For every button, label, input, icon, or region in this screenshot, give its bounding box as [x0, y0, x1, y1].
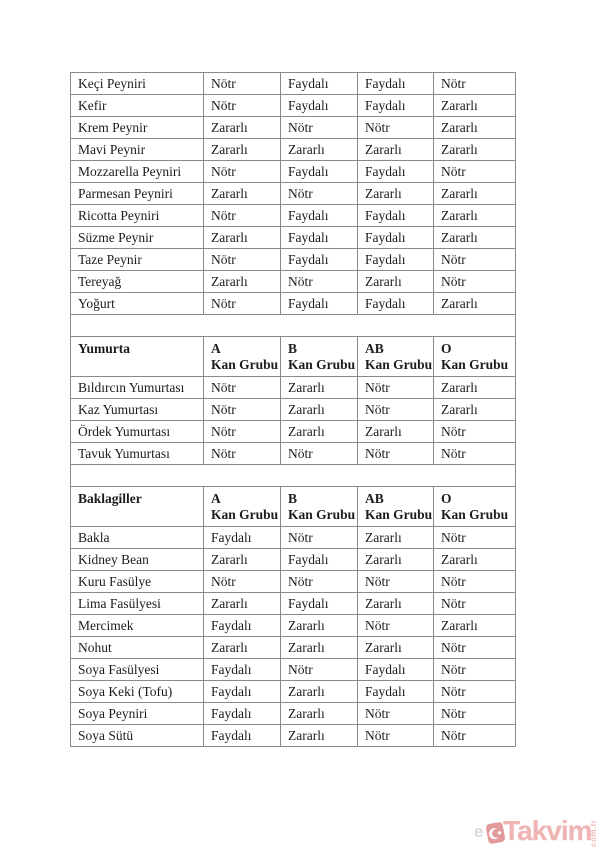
blood-group-letter: AB: [365, 491, 384, 506]
food-name-cell: Kaz Yumurtası: [71, 399, 204, 421]
food-name-cell: Soya Peyniri: [71, 703, 204, 725]
compatibility-value-cell: Nötr: [281, 183, 358, 205]
compatibility-value-cell: Zararlı: [281, 725, 358, 747]
food-name-cell: Kefir: [71, 95, 204, 117]
food-name-cell: Yoğurt: [71, 293, 204, 315]
compatibility-value-cell: Nötr: [358, 443, 434, 465]
blood-group-letter: B: [288, 341, 298, 356]
table-row: [71, 549, 516, 571]
compatibility-value-cell: Nötr: [204, 399, 281, 421]
compatibility-value-cell: Nötr: [204, 377, 281, 399]
compatibility-value-cell: Nötr: [204, 73, 281, 95]
table-row: [71, 377, 516, 399]
food-name-cell: Soya Sütü: [71, 725, 204, 747]
food-name-cell: Bakla: [71, 527, 204, 549]
table-row: [71, 183, 516, 205]
food-name-cell: Lima Fasülyesi: [71, 593, 204, 615]
compatibility-value-cell: Faydalı: [281, 227, 358, 249]
compatibility-value-cell: Zararlı: [434, 549, 516, 571]
food-name-cell: Süzme Peynir: [71, 227, 204, 249]
section-title-cell: Baklagiller: [71, 487, 204, 527]
compatibility-value-cell: Faydalı: [204, 615, 281, 637]
section-spacer-row: [71, 465, 516, 487]
compatibility-value-cell: Faydalı: [358, 293, 434, 315]
compatibility-value-cell: Faydalı: [204, 725, 281, 747]
blood-group-letter: AB: [365, 341, 384, 356]
compatibility-value-cell: Zararlı: [281, 377, 358, 399]
table-row: [71, 703, 516, 725]
compatibility-value-cell: Nötr: [358, 377, 434, 399]
compatibility-value-cell: Faydalı: [358, 659, 434, 681]
food-name-cell: Parmesan Peyniri: [71, 183, 204, 205]
compatibility-value-cell: Nötr: [358, 117, 434, 139]
table-row: [71, 681, 516, 703]
compatibility-value-cell: Nötr: [434, 703, 516, 725]
compatibility-value-cell: Nötr: [204, 205, 281, 227]
compatibility-value-cell: Zararlı: [358, 527, 434, 549]
blood-group-header-cell: [204, 487, 281, 527]
table-row: [71, 227, 516, 249]
compatibility-value-cell: Zararlı: [358, 183, 434, 205]
section-title-cell: Yumurta: [71, 337, 204, 377]
compatibility-value-cell: Faydalı: [281, 249, 358, 271]
compatibility-value-cell: Nötr: [204, 421, 281, 443]
compatibility-value-cell: Nötr: [281, 443, 358, 465]
compatibility-value-cell: Nötr: [434, 421, 516, 443]
table-row: [71, 443, 516, 465]
compatibility-value-cell: Nötr: [281, 117, 358, 139]
section-header-row: [71, 487, 516, 527]
food-name-cell: Taze Peynir: [71, 249, 204, 271]
takvim-watermark: [474, 814, 598, 848]
compatibility-value-cell: Nötr: [434, 725, 516, 747]
table-row: [71, 593, 516, 615]
food-name-cell: Bıldırcın Yumurtası: [71, 377, 204, 399]
compatibility-value-cell: Nötr: [204, 161, 281, 183]
compatibility-value-cell: Faydalı: [281, 549, 358, 571]
table-row: [71, 637, 516, 659]
blood-group-header-cell: [358, 337, 434, 377]
compatibility-value-cell: Zararlı: [204, 637, 281, 659]
blood-group-header-cell: [358, 487, 434, 527]
compatibility-value-cell: Zararlı: [204, 117, 281, 139]
compatibility-value-cell: Faydalı: [358, 95, 434, 117]
blood-group-header-cell: [281, 487, 358, 527]
compatibility-value-cell: Faydalı: [281, 95, 358, 117]
compatibility-value-cell: Faydalı: [358, 227, 434, 249]
blood-group-letter: B: [288, 491, 298, 506]
blood-group-letter: O: [441, 341, 452, 356]
table-row: [71, 615, 516, 637]
compatibility-value-cell: Nötr: [281, 659, 358, 681]
section-spacer-row: [71, 315, 516, 337]
compatibility-value-cell: Nötr: [434, 659, 516, 681]
compatibility-value-cell: Zararlı: [434, 183, 516, 205]
compatibility-value-cell: Zararlı: [204, 549, 281, 571]
compatibility-value-cell: Faydalı: [281, 293, 358, 315]
table-row: [71, 271, 516, 293]
blood-group-label: Kan Grubu: [211, 507, 279, 522]
food-name-cell: Soya Fasülyesi: [71, 659, 204, 681]
food-name-cell: Tereyağ: [71, 271, 204, 293]
food-name-cell: Ricotta Peyniri: [71, 205, 204, 227]
compatibility-value-cell: Nötr: [204, 249, 281, 271]
food-table-body: [71, 73, 516, 747]
compatibility-value-cell: Zararlı: [434, 117, 516, 139]
table-row: [71, 161, 516, 183]
food-name-cell: Mavi Peynir: [71, 139, 204, 161]
compatibility-value-cell: Nötr: [434, 681, 516, 703]
compatibility-value-cell: Faydalı: [281, 161, 358, 183]
blood-group-label: Kan Grubu: [365, 507, 433, 522]
table-row: [71, 527, 516, 549]
compatibility-value-cell: Zararlı: [358, 271, 434, 293]
table-row: [71, 293, 516, 315]
blood-group-label: Kan Grubu: [211, 357, 279, 372]
compatibility-value-cell: Zararlı: [358, 549, 434, 571]
blood-group-label: Kan Grubu: [365, 357, 433, 372]
compatibility-value-cell: Nötr: [434, 443, 516, 465]
compatibility-value-cell: Faydalı: [358, 249, 434, 271]
food-name-cell: Tavuk Yumurtası: [71, 443, 204, 465]
compatibility-value-cell: Zararlı: [434, 615, 516, 637]
compatibility-value-cell: Faydalı: [358, 73, 434, 95]
compatibility-value-cell: Faydalı: [204, 681, 281, 703]
table-row: [71, 725, 516, 747]
blood-group-header-cell: [434, 487, 516, 527]
blood-group-header-cell: [434, 337, 516, 377]
compatibility-value-cell: Nötr: [358, 571, 434, 593]
compatibility-value-cell: Nötr: [434, 271, 516, 293]
food-name-cell: Kidney Bean: [71, 549, 204, 571]
table-row: [71, 659, 516, 681]
compatibility-value-cell: Zararlı: [434, 399, 516, 421]
watermark-brand-text: Takvim: [503, 815, 592, 846]
compatibility-value-cell: Nötr: [434, 593, 516, 615]
compatibility-value-cell: Zararlı: [434, 205, 516, 227]
compatibility-value-cell: Zararlı: [281, 399, 358, 421]
compatibility-value-cell: Zararlı: [281, 421, 358, 443]
section-header-row: [71, 337, 516, 377]
food-name-cell: Kuru Fasülye: [71, 571, 204, 593]
food-name-cell: Mozzarella Peyniri: [71, 161, 204, 183]
table-row: [71, 421, 516, 443]
food-name-cell: Keçi Peyniri: [71, 73, 204, 95]
compatibility-value-cell: Nötr: [204, 571, 281, 593]
compatibility-value-cell: Zararlı: [204, 183, 281, 205]
blood-group-letter: A: [211, 341, 221, 356]
watermark-faint-mark: e: [474, 822, 484, 841]
food-name-cell: Nohut: [71, 637, 204, 659]
compatibility-value-cell: Nötr: [434, 637, 516, 659]
compatibility-value-cell: Nötr: [204, 293, 281, 315]
compatibility-value-cell: Nötr: [434, 161, 516, 183]
compatibility-value-cell: Nötr: [434, 571, 516, 593]
compatibility-value-cell: Faydalı: [281, 593, 358, 615]
food-name-cell: Ördek Yumurtası: [71, 421, 204, 443]
blood-group-label: Kan Grubu: [288, 357, 356, 372]
table-row: [71, 73, 516, 95]
compatibility-value-cell: Zararlı: [358, 593, 434, 615]
food-name-cell: Mercimek: [71, 615, 204, 637]
blood-group-header-cell: [204, 337, 281, 377]
compatibility-value-cell: Zararlı: [434, 95, 516, 117]
table-row: [71, 117, 516, 139]
compatibility-value-cell: Zararlı: [281, 681, 358, 703]
compatibility-value-cell: Nötr: [281, 571, 358, 593]
blood-group-letter: A: [211, 491, 221, 506]
compatibility-value-cell: Nötr: [204, 443, 281, 465]
compatibility-value-cell: Zararlı: [204, 593, 281, 615]
compatibility-value-cell: Faydalı: [281, 205, 358, 227]
compatibility-value-cell: Zararlı: [434, 293, 516, 315]
food-name-cell: Soya Keki (Tofu): [71, 681, 204, 703]
compatibility-value-cell: Nötr: [204, 95, 281, 117]
compatibility-value-cell: Nötr: [281, 271, 358, 293]
food-blood-type-table: [70, 72, 516, 747]
compatibility-value-cell: Faydalı: [358, 205, 434, 227]
section-spacer: [71, 315, 516, 337]
compatibility-value-cell: Zararlı: [281, 139, 358, 161]
table-row: [71, 139, 516, 161]
table-row: [71, 249, 516, 271]
food-name-cell: Krem Peynir: [71, 117, 204, 139]
compatibility-value-cell: Faydalı: [204, 659, 281, 681]
compatibility-value-cell: Nötr: [358, 725, 434, 747]
compatibility-value-cell: Zararlı: [434, 227, 516, 249]
compatibility-value-cell: Zararlı: [358, 637, 434, 659]
compatibility-value-cell: Nötr: [434, 249, 516, 271]
blood-group-header-cell: [281, 337, 358, 377]
compatibility-value-cell: Faydalı: [358, 161, 434, 183]
compatibility-value-cell: Nötr: [358, 615, 434, 637]
table-row: [71, 399, 516, 421]
compatibility-value-cell: Zararlı: [281, 703, 358, 725]
compatibility-value-cell: Zararlı: [204, 227, 281, 249]
compatibility-value-cell: Zararlı: [434, 139, 516, 161]
table-row: [71, 95, 516, 117]
compatibility-value-cell: Nötr: [434, 73, 516, 95]
table-row: [71, 205, 516, 227]
compatibility-value-cell: Faydalı: [281, 73, 358, 95]
compatibility-value-cell: Faydalı: [204, 527, 281, 549]
compatibility-value-cell: Faydalı: [358, 681, 434, 703]
compatibility-value-cell: Zararlı: [204, 139, 281, 161]
compatibility-value-cell: Zararlı: [358, 421, 434, 443]
compatibility-value-cell: Faydalı: [204, 703, 281, 725]
watermark-domain-text: com.tr: [589, 819, 598, 847]
section-spacer: [71, 465, 516, 487]
compatibility-value-cell: Zararlı: [281, 615, 358, 637]
compatibility-value-cell: Nötr: [281, 527, 358, 549]
blood-group-label: Kan Grubu: [441, 507, 509, 522]
compatibility-value-cell: Zararlı: [281, 637, 358, 659]
compatibility-value-cell: Zararlı: [358, 139, 434, 161]
blood-group-letter: O: [441, 491, 452, 506]
table-row: [71, 571, 516, 593]
compatibility-value-cell: Nötr: [358, 703, 434, 725]
compatibility-value-cell: Zararlı: [434, 377, 516, 399]
compatibility-value-cell: Nötr: [358, 399, 434, 421]
compatibility-value-cell: Nötr: [434, 527, 516, 549]
compatibility-value-cell: Zararlı: [204, 271, 281, 293]
blood-group-label: Kan Grubu: [288, 507, 356, 522]
blood-group-label: Kan Grubu: [441, 357, 509, 372]
